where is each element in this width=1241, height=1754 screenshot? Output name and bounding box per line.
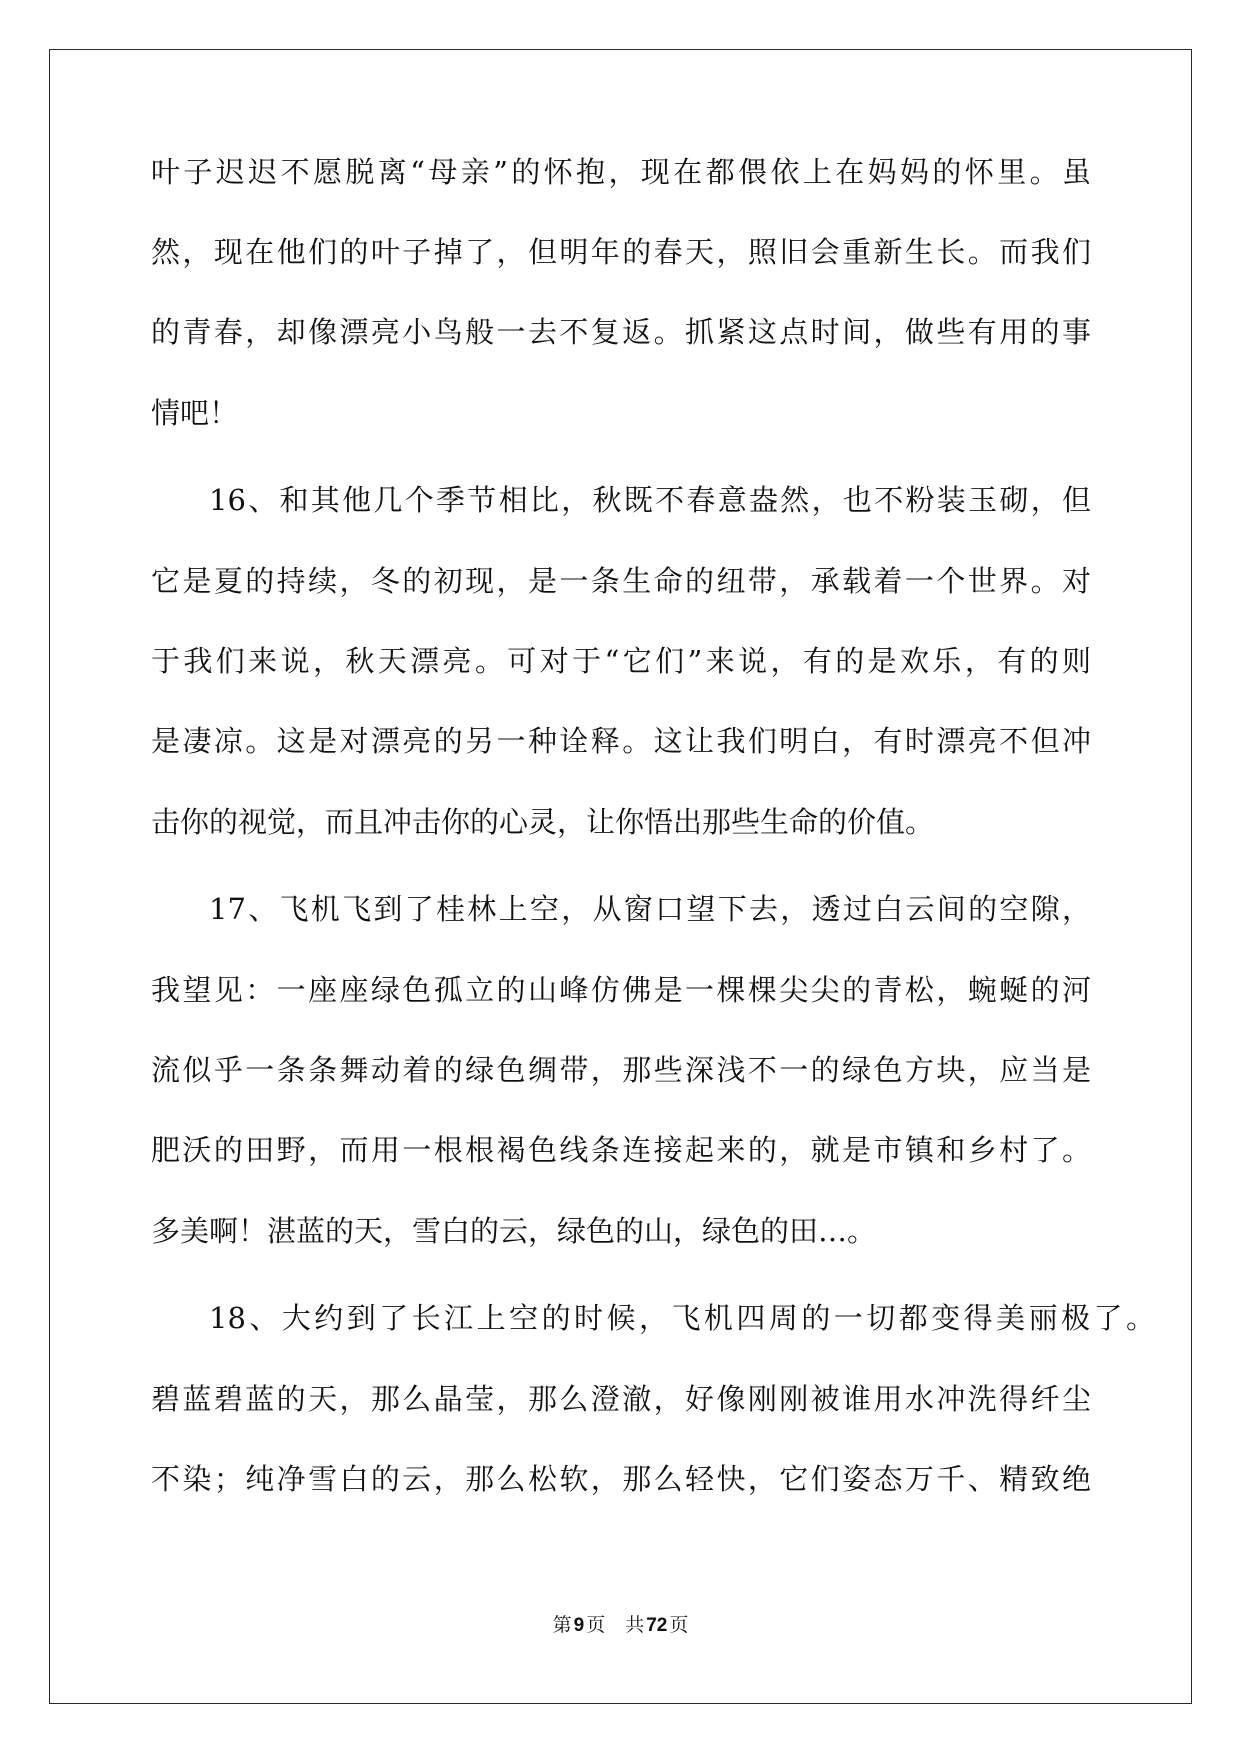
text-line: 它是夏的持续，冬的初现，是一条生命的纽带，承载着一个世界。对	[151, 564, 1091, 598]
text-line: 击你的视觉，而且冲击你的心灵，让你悟出那些生命的价值。	[151, 805, 935, 839]
text-line: 多美啊！湛蓝的天，雪白的云，绿色的山，绿色的田…。	[151, 1214, 877, 1248]
page-number: 9	[573, 1615, 585, 1636]
paragraph-16-first-line: 16、和其他几个季节相比，秋既不春意盎然，也不粉装玉砌，但	[209, 483, 1091, 517]
paragraph-17-first-line: 17、飞机飞到了桂林上空，从窗口望下去，透过白云间的空隙，	[209, 892, 1091, 926]
text-line: 肥沃的田野，而用一根根褐色线条连接起来的，就是市镇和乡村了。	[151, 1133, 1091, 1167]
text-line: 不染；纯净雪白的云，那么松软，那么轻快，它们姿态万千、精致绝	[151, 1462, 1091, 1496]
total-suffix: 页	[669, 1614, 689, 1636]
text-line: 我望见：一座座绿色孤立的山峰仿佛是一棵棵尖尖的青松，蜿蜒的河	[151, 973, 1091, 1007]
paragraph-18-first-line: 18、大约到了长江上空的时候，飞机四周的一切都变得美丽极了。	[209, 1301, 1155, 1335]
total-prefix: 共	[625, 1614, 645, 1636]
text-line: 情吧！	[151, 396, 239, 430]
page-border	[49, 49, 1192, 1704]
page-footer	[0, 1613, 1241, 1638]
page-suffix: 页	[586, 1614, 606, 1636]
text-line: 然，现在他们的叶子掉了，但明年的春天，照旧会重新生长。而我们	[151, 235, 1091, 269]
text-line: 是凄凉。这是对漂亮的另一种诠释。这让我们明白，有时漂亮不但冲	[151, 724, 1091, 758]
text-line: 流似乎一条条舞动着的绿色绸带，那些深浅不一的绿色方块，应当是	[151, 1053, 1091, 1087]
text-line: 的青春，却像漂亮小鸟般一去不复返。抓紧这点时间，做些有用的事	[151, 315, 1091, 349]
text-line: 叶子迟迟不愿脱离“母亲”的怀抱，现在都偎依上在妈妈的怀里。虽	[151, 155, 1091, 189]
text-line: 碧蓝碧蓝的天，那么晶莹，那么澄澈，好像刚刚被谁用水冲洗得纤尘	[151, 1382, 1091, 1416]
page-prefix: 第	[552, 1614, 572, 1636]
text-line: 于我们来说，秋天漂亮。可对于“它们”来说，有的是欢乐，有的则	[151, 644, 1091, 678]
total-pages: 72	[646, 1615, 668, 1636]
